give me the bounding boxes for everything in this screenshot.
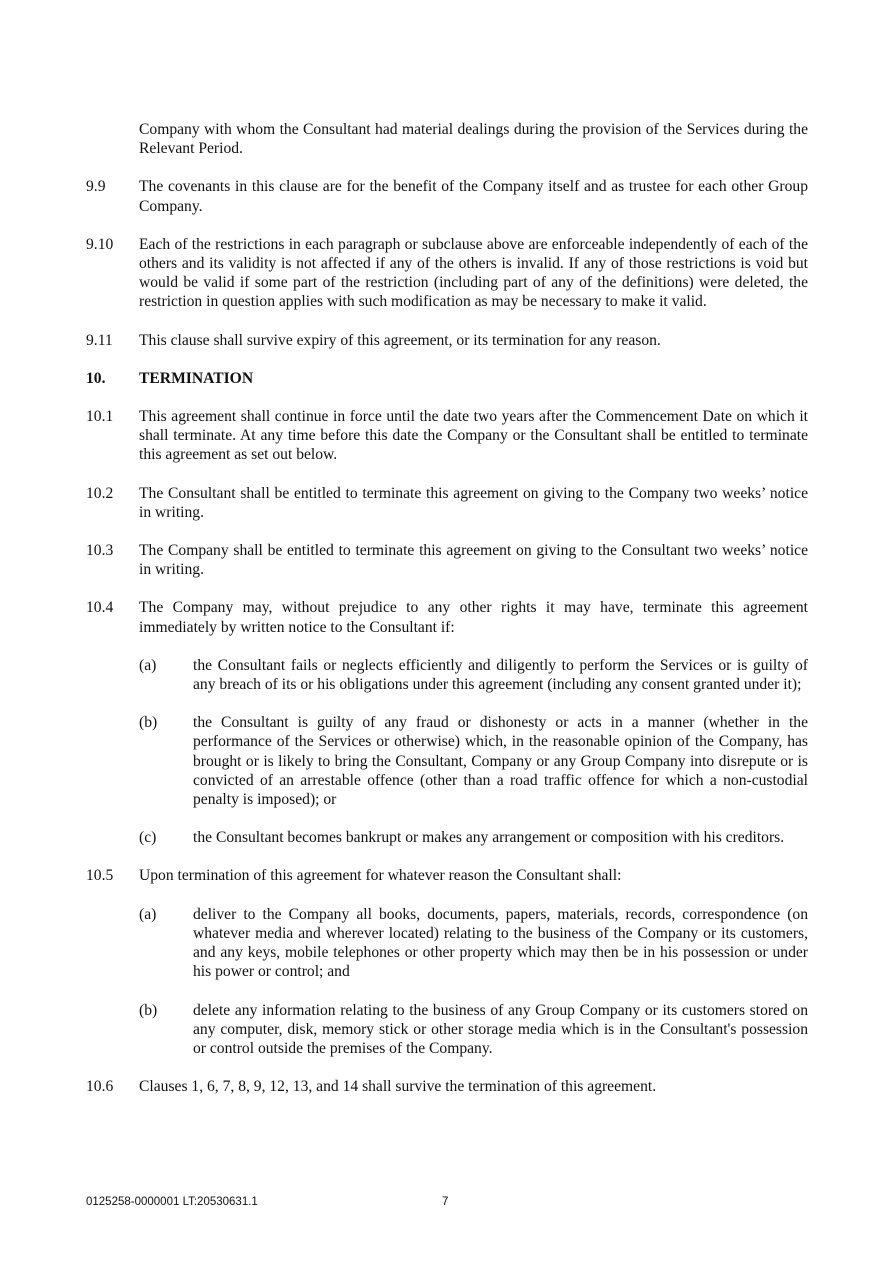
clause-body: This agreement shall continue in force until the date two years after the Commencement Date on which it shall terminate. At any time before this date the Company or the Consultant shall be entitled to terminate this agreement as set out below. [139, 408, 808, 464]
clause [86, 598, 808, 847]
clause-text [139, 1077, 808, 1096]
clause-text [139, 235, 808, 312]
clause-number: 10. [86, 369, 106, 387]
sub-clause-label: (a) [139, 905, 157, 923]
sub-clause [139, 713, 808, 809]
page-number: 7 [442, 1196, 449, 1208]
clause-text [139, 369, 808, 388]
sub-clause-text: deliver to the Company all books, documents, papers, materials, records, correspondence (on whatever media and wherever located) relating to the business of the Company or its customers, and any keys, mobile telephones or other property which may then be in his possession or under his power or control; and [193, 905, 808, 981]
sub-clause-label: (b) [139, 1001, 158, 1019]
clause-number: 10.4 [86, 599, 114, 617]
sub-clause-label: (a) [139, 656, 157, 674]
document-body [86, 120, 808, 1115]
clause-body: Clauses 1, 6, 7, 8, 9, 12, 13, and 14 shall survive the termination of this agreement. [139, 1078, 657, 1096]
clause-text [139, 484, 808, 522]
section-heading [86, 369, 808, 388]
sub-clause [139, 828, 808, 847]
sub-clause [139, 656, 808, 694]
clause [86, 331, 808, 350]
footer-reference: 0125258-0000001 LT:20530631.1 [86, 1196, 258, 1208]
sub-clause-text: the Consultant fails or neglects efficiently and diligently to perform the Services or is guilty of any breach of its or his obligations under this agreement (including any consent granted under it); [193, 656, 808, 694]
clause-number: 9.10 [86, 235, 114, 253]
clause-text [139, 866, 808, 1058]
sub-clause-text: the Consultant is guilty of any fraud or dishonesty or acts in a manner (whether in the performance of the Services or otherwise) which, in the reasonable opinion of the Company, has brought or is likely to bring the Consultant, Company or any Group Company into disrepute or is convicted of an arrestable offence (other than a road traffic offence for which a non-custodial penalty is imposed); or [193, 714, 808, 809]
clause-number: 10.5 [86, 867, 114, 885]
clause-number: 10.2 [86, 484, 114, 502]
clause-body: Upon termination of this agreement for whatever reason the Consultant shall: [139, 867, 622, 885]
sub-clause [139, 905, 808, 982]
clause-body: The Company may, without prejudice to any other rights it may have, terminate this agreement immediately by written notice to the Consultant if: [139, 599, 808, 636]
clause-body: Each of the restrictions in each paragraph or subclause above are enforceable independently of each of the others and its validity is not affected if any of the others is invalid. If any of those restrictions is void but would be valid if some part of the restriction (including part of any of the definitions) were deleted, the restriction in question applies with such modification as may be necessary to make it valid. [139, 235, 808, 311]
clause [86, 484, 808, 522]
sub-clause-list [139, 905, 808, 1058]
clause-text [139, 541, 808, 579]
clause-text [139, 177, 808, 215]
clause-body: The Company shall be entitled to terminate this agreement on giving to the Consultant two weeks’ notice in writing. [139, 542, 808, 579]
clause-number: 9.11 [86, 331, 113, 349]
clause-text [139, 331, 808, 350]
sub-clause [139, 1001, 808, 1059]
clause [86, 541, 808, 579]
clause-number: 9.9 [86, 178, 106, 196]
clause-body: The Consultant shall be entitled to terminate this agreement on giving to the Company two weeks’ notice in writing. [139, 484, 808, 521]
clause-list [86, 177, 808, 1096]
sub-clause-text: delete any information relating to the business of any Group Company or its customers stored on any computer, disk, memory stick or other storage media which is in the Consultant's possession or control outside the premises of the Company. [193, 1001, 808, 1057]
clause-body: The covenants in this clause are for the benefit of the Company itself and as trustee for each other Group Company. [139, 178, 808, 215]
clause-text [139, 407, 808, 465]
clause-body: TERMINATION [139, 369, 254, 387]
clause-text [139, 598, 808, 847]
clause [86, 177, 808, 215]
clause-number: 10.1 [86, 408, 114, 426]
clause [86, 407, 808, 465]
sub-clause-label: (b) [139, 714, 158, 732]
clause [86, 866, 808, 1058]
clause [86, 235, 808, 312]
clause-number: 10.6 [86, 1078, 114, 1096]
continuation-paragraph: Company with whom the Consultant had material dealings during the provision of the Services during the Relevant Period. [139, 121, 808, 158]
sub-clause-list [139, 656, 808, 848]
sub-clause-label: (c) [139, 829, 157, 847]
sub-clause-text: the Consultant becomes bankrupt or makes any arrangement or composition with his creditors. [193, 829, 785, 847]
clause-body: This clause shall survive expiry of this agreement, or its termination for any reason. [139, 331, 661, 349]
clause [86, 1077, 808, 1096]
clause-number: 10.3 [86, 542, 114, 560]
